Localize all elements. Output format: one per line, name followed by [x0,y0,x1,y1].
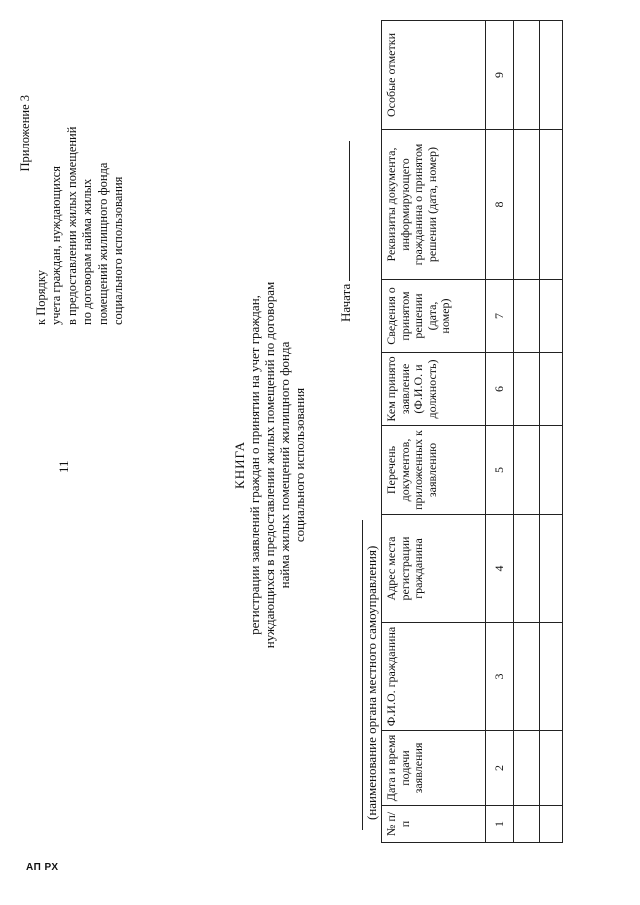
table-cell [514,280,540,353]
started-blank-line [337,141,350,281]
org-caption: (наименование органа местного самоуправления) [364,545,379,820]
document-title [232,255,307,675]
column-number-row [486,21,514,843]
header-cell: Особые отметки [382,21,486,130]
table-cell [514,623,540,731]
table-header-row [382,21,486,843]
column-number-cell: 1 [486,806,514,843]
column-number-cell: 8 [486,130,514,280]
title-line: нуждающихся в предоставлении жилых помещений по договорам [262,281,277,649]
annex-line: помещений жилищного фонда [95,162,110,325]
header-cell: Реквизиты документа, информирующего гражданина о принятом решении (дата, номер) [382,130,486,280]
header-cell: Адрес места регистрации гражданина [382,515,486,623]
started-label: Начата [338,283,353,322]
column-number-cell: 9 [486,21,514,130]
table-cell [514,515,540,623]
column-number-cell: 5 [486,426,514,515]
page-number: 11 [56,460,71,473]
annex-block [18,85,127,325]
table-cell [514,806,540,843]
table-cell [514,21,540,130]
table-cell [540,806,563,843]
stamp-label: АП РХ [26,862,59,873]
header-cell: Перечень документов, приложенных к заявлению [382,426,486,515]
table-cell [514,130,540,280]
header-cell: Кем принято заявление (Ф.И.О. и должность) [382,353,486,426]
table-row [514,21,540,843]
column-number-cell: 7 [486,280,514,353]
annex-line: учета граждан, нуждающихся [49,166,63,325]
header-cell: Сведения о принятом решении (дата, номер) [382,280,486,353]
table-row [540,21,563,843]
column-number-cell: 2 [486,731,514,806]
table-cell [540,130,563,280]
registration-table [381,20,563,843]
org-underline [362,520,363,830]
annex-line: социального использования [111,176,125,325]
table-cell [514,353,540,426]
annex-line: в предоставлении жилых помещений [64,126,79,325]
title-line: социального использования [292,387,307,543]
title-line: найма жилых помещений жилищного фонда [277,341,292,589]
table-cell [540,623,563,731]
header-cell: Ф.И.О. гражданина [382,623,486,731]
column-number-cell: 3 [486,623,514,731]
annex-heading: Приложение 3 [18,95,32,172]
table-cell [540,515,563,623]
annex-line: по договорам найма жилых [80,178,94,325]
header-cell: Дата и время подачи заявления [382,731,486,806]
started-field [337,141,354,322]
title-line: регистрации заявлений граждан о принятии на учет граждан, [247,295,262,635]
header-cell: № п/п [382,806,486,843]
table-cell [540,280,563,353]
annex-line: к Порядку [33,270,48,325]
table-cell [514,731,540,806]
table-cell [514,426,540,515]
column-number-cell: 6 [486,353,514,426]
table-cell [540,353,563,426]
table-cell [540,426,563,515]
table-cell [540,731,563,806]
table-cell [540,21,563,130]
title-main: КНИГА [232,441,247,489]
column-number-cell: 4 [486,515,514,623]
